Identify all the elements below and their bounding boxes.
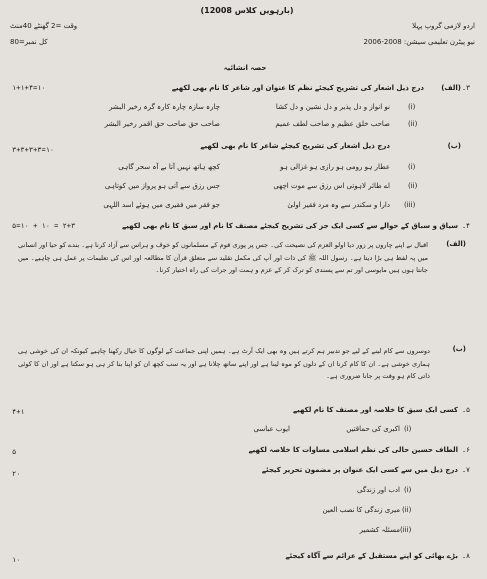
q7-topic3-label: (iii) — [400, 526, 412, 534]
q3a-item1-line2: چارہ سازہ چارہ کارہ گرہ رخیر البشر — [109, 103, 220, 111]
q7-topic1-label: (i) — [404, 486, 412, 494]
q8-number: ۸۔ — [462, 552, 470, 560]
section-heading: حصہ انشائیہ — [223, 64, 267, 72]
q4b-passage: دوسروں سے کام لینے کے لیے جو تدبیر ہم کرتے ہیں وہ بھی ایک آرٹ ہے۔ ہمیں اپنی جماعت کے لوگوں کا خیال رکھنا چاہیے کیونکہ ان کی خوشی ہی ہماری خوشی ہے۔ ان کا کام کرنا ان کے دلوں کو موہ لینا ہے اور اپنے ساتھ چلانا ہے اور یہ سب کچھ ان کو اپنا بنا کر ہی ہو سکتا ہے اور ان کا کوئی ذاتی کام ہو وقت پر جانا ضروری ہے۔ — [18, 347, 430, 380]
q3b-item3-line2: جو فقر میں فقیری میں ہوئے اسد اللہی — [103, 201, 220, 209]
q6-number: ۶۔ — [462, 446, 470, 454]
q5-instruction: کسی ایک سبق کا خلاصہ اور مصنف کا نام لکھیے — [293, 406, 458, 414]
q3b-item1-label: (i) — [408, 163, 416, 171]
q3a-item1-label: (i) — [408, 103, 416, 111]
paper-title: (بارہویں کلاس 12008) — [200, 6, 294, 15]
q3a-item1-line1: نو انواز و دل پذیر و دل نشین و دل کشا — [275, 103, 390, 111]
time-allowed: وقت =2 گھنٹے 40منٹ — [10, 22, 78, 30]
q3a-marks: ۱+۱+۴=۱۰ — [12, 84, 46, 92]
q3b-item2-line2: جس رزق سے آتی ہو پرواز میں کوتاہی — [104, 182, 220, 190]
q3a-instruction: درج ذیل اشعار کی تشریح کیجئے نظم کا عنوان اور شاعر کا نام بھی لکھیے — [171, 84, 424, 92]
q4-number: ۴۔ — [462, 222, 470, 230]
q4-instruction: سیاق و سباق کے حوالے سے کسی ایک جز کی تشریح کیجئے مصنف کا نام اور سبق کا نام بھی لکھیے — [122, 222, 458, 230]
q3a-item2-label: (ii) — [408, 120, 418, 128]
q7-topic2-text: میری زندگی کا نصب العین — [322, 506, 400, 514]
total-marks: کل نمبر=80 — [10, 38, 48, 46]
q5-number: ۵۔ — [462, 406, 470, 414]
q3b-item1-line1: عطار ہو رومی ہو رازی ہو غزالی ہو — [280, 163, 390, 171]
q7-topic1-text: ادب اور زندگی — [357, 486, 400, 494]
q5-item1-option2: ایوب عباسی — [253, 425, 290, 433]
q7-topic2-label: (ii) — [402, 506, 412, 514]
q3b-instruction: درج ذیل اشعار کی تشریح کیجئے شاعر کا نام بھی لکھیے — [200, 142, 390, 150]
q6-marks: ۵ — [12, 448, 17, 456]
q3b-item2-label: (ii) — [408, 182, 418, 190]
subject-line: اردو لازمی گروپ پہلا — [412, 22, 475, 30]
q7-topic3-text: مسئلہ کشمیر — [359, 526, 400, 534]
q3a-label: (الف) — [441, 84, 461, 92]
q4-marks: ۵=۱۰ + ۱۰ = ۲+۳ — [12, 222, 76, 230]
q3b-item3-line1: دارا و سکندر سے وہ مرد فقیر اولیٰ — [287, 201, 390, 209]
q5-marks: ۴+۱ — [12, 408, 25, 416]
q3b-item2-line1: اے طائر لاہوتی اس رزق سے موت اچھی — [273, 182, 390, 190]
q8-instruction: بڑے بھائی کو اپنے مستقبل کے عزائم سے آگاہ کیجئے — [285, 552, 458, 560]
q4a-label: (الف) — [446, 240, 466, 248]
q7-instruction: درج ذیل میں سے کسی ایک عنوان پر مضمون تحریر کیجئے — [261, 466, 458, 474]
q7-marks: ۲۰ — [12, 470, 21, 478]
q7-number: ۷۔ — [462, 466, 470, 474]
q4b-label: (ب) — [452, 345, 466, 353]
q3-number: ۳۔ — [462, 84, 470, 92]
q4a-passage: اقبال نے اپنے چاروں پر زور دیا اولو العزم کی نصیحت کی۔ جس پر پوری قوم کے مسلمانوں کو خوف و ہراس سے آزاد کرنا ہے۔ بندے کو حیا اور انسانی میں پہ لفظ ہی بڑا دیتا ہے۔ رسول اللہ ﷺ کی ذات اور آپ کی مکمل تقلید سے متعلق قرآن کا مطالعہ اور اس کی تعلیمات پر عمل ہی چاہیے۔ میں جانتا ہوں ہیں مایوسی اور تم سے پسندی کو ترک کر کے عزم و ہمت اور جرات کی راہ اختیار کرنا۔ — [18, 241, 428, 274]
q8-marks: ۱۰ — [12, 556, 21, 564]
q3a-item2-line1: صاحب خلق عظیم و صاحب لطف عمیم — [275, 120, 390, 128]
q3a-item2-line2: صاحب حق صاحب حق اقمر رخیر البشر — [104, 120, 220, 128]
q5-item1-option1: اکبری کی حماقتیں — [346, 425, 400, 433]
q3b-marks: ۳+۳+۳+۳=۱۰ — [12, 146, 55, 154]
q6-instruction: الطاف حسین حالی کی نظم اسلامی مساوات کا خلاصہ لکھیے — [248, 446, 458, 454]
q3b-label: (ب) — [447, 142, 461, 150]
syllabus-line: نیو پیٹرن تعلیمی سیشن: 2008-2006 — [363, 38, 475, 46]
q3b-item3-label: (iii) — [404, 201, 416, 209]
q5-item1-label: (i) — [404, 425, 412, 433]
q3b-item1-line2: کچھ ہاتھ نہیں آتا بے آہ سحر گاہی — [118, 163, 220, 171]
